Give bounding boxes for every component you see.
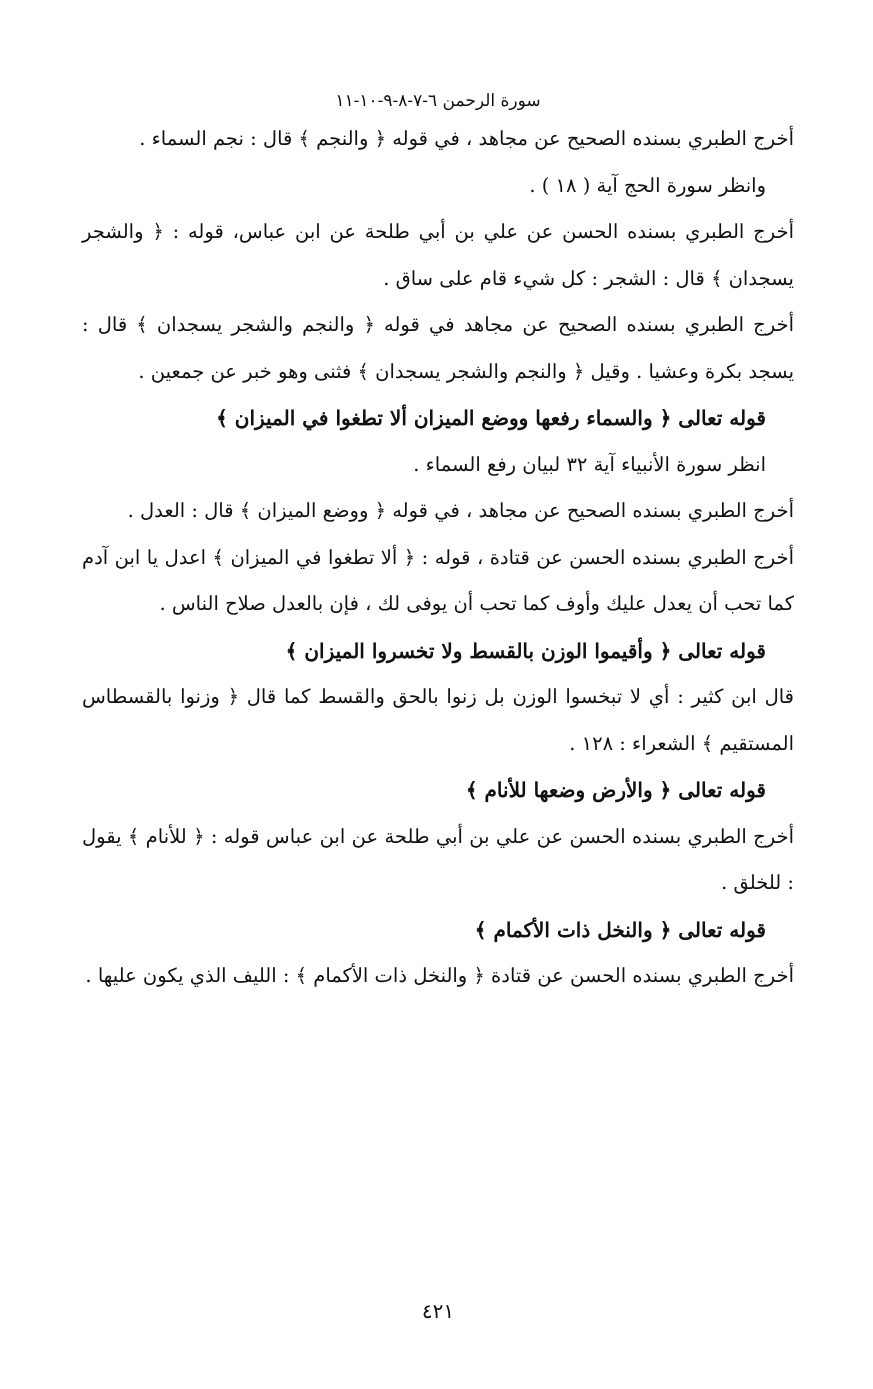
verse-heading: قوله تعالى ﴿ والسماء رفعها ووضع الميزان ألا تطغوا في الميزان ﴾ — [216, 406, 766, 430]
page-number: ٤٢١ — [421, 1299, 455, 1323]
paragraph: أخرج الطبري بسنده الصحيح عن مجاهد ، في قوله ﴿ والنجم ﴾ قال : نجم السماء . — [139, 127, 794, 150]
paragraph: وانظر سورة الحج آية ( ١٨ ) . — [529, 173, 766, 197]
book-page — [82, 88, 794, 1348]
paragraph: انظر سورة الأنبياء آية ٣٢ لبيان رفع السماء . — [413, 452, 766, 476]
paragraph: أخرج الطبري بسنده الصحيح عن مجاهد ، في قوله ﴿ ووضع الميزان ﴾ قال : العدل . — [127, 499, 794, 522]
paragraph: أخرج الطبري بسنده الحسن عن علي بن أبي طلحة عن ابن عباس قوله : ﴿ للأنام ﴾ يقول : للخلق . — [82, 824, 794, 894]
paragraph: أخرج الطبري بسنده الحسن عن علي بن أبي طلحة عن ابن عباس، قوله : ﴿ والشجر يسجدان ﴾ قال : الشجر : كل شيء قام على ساق . — [82, 220, 794, 290]
verse-heading: قوله تعالى ﴿ والنخل ذات الأكمام ﴾ — [474, 917, 766, 942]
paragraph: أخرج الطبري بسنده الحسن عن قتادة ، قوله : ﴿ ألا تطغوا في الميزان ﴾ اعدل يا ابن آدم كما تحب أن يعدل عليك وأوف كما تحب أن يوفى لك ، فإن بالعدل صلاح الناس . — [82, 545, 794, 615]
paragraph: أخرج الطبري بسنده الصحيح عن مجاهد في قوله ﴿ والنجم والشجر يسجدان ﴾ قال : يسجد بكرة وعشيا . وقيل ﴿ والنجم والشجر يسجدان ﴾ فثنى وهو خبر عن جمعين . — [82, 313, 794, 383]
running-header: سورة الرحمن ٦-٧-٨-٩-١٠-١١ — [335, 91, 541, 111]
paragraph: أخرج الطبري بسنده الحسن عن قتادة ﴿ والنخل ذات الأكمام ﴾ : الليف الذي يكون عليها . — [85, 964, 794, 987]
verse-heading: قوله تعالى ﴿ والأرض وضعها للأنام ﴾ — [465, 778, 766, 802]
verse-heading: قوله تعالى ﴿ وأقيموا الوزن بالقسط ولا تخسروا الميزان ﴾ — [285, 638, 766, 663]
paragraph: قال ابن كثير : أي لا تبخسوا الوزن بل زنوا بالحق والقسط كما قال ﴿ وزنوا بالقسطاس المستقيم ﴾ الشعراء : ١٢٨ . — [82, 685, 794, 755]
